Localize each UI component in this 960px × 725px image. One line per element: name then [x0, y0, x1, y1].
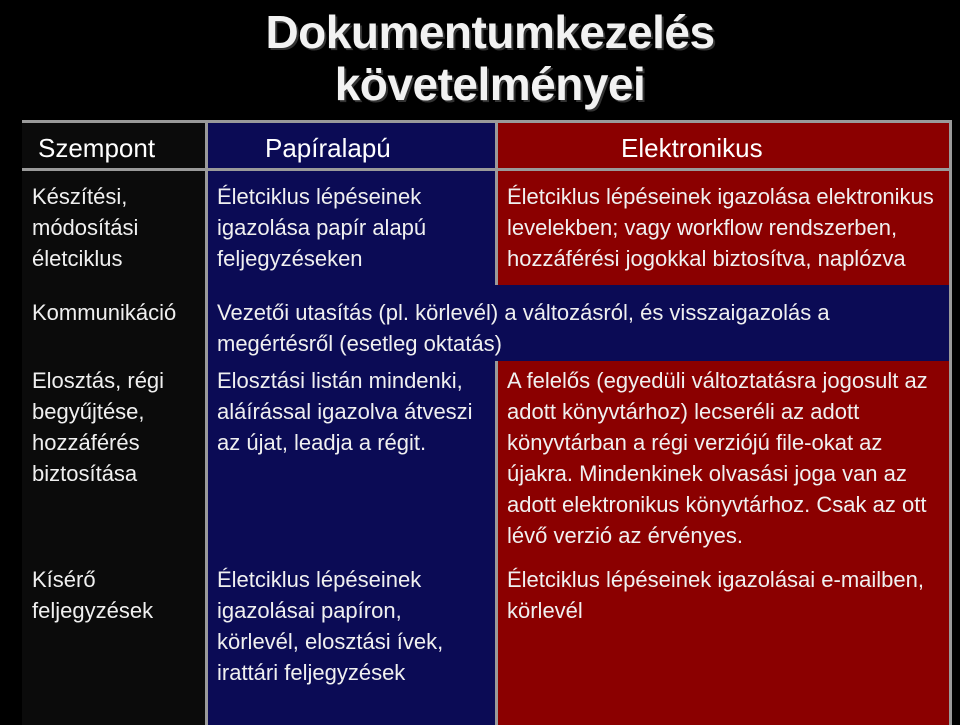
header-aspect: Szempont: [22, 123, 207, 169]
row4-paper: Életciklus lépéseinek igazolásai papíron, körlevél, elosztási ívek, irattári feljegyzések: [207, 556, 497, 725]
header-electronic: Elektronikus: [497, 123, 952, 169]
row3-aspect: Elosztás, régi begyűjtése, hozzáférés biztosítása: [22, 361, 207, 556]
row4-electronic: Életciklus lépéseinek igazolásai e-mailben, körlevél: [497, 556, 952, 725]
row1-paper: Életciklus lépéseinek igazolása papír alapú feljegyzéseken: [207, 169, 497, 285]
requirements-table: [22, 120, 952, 725]
slide-title-line1: Dokumentumkezelés: [265, 6, 715, 58]
row1-aspect: Készítési, módosítási életciklus: [22, 169, 207, 285]
row2-merged: Vezetői utasítás (pl. körlevél) a változásról, és visszaigazolás a megértésről (esetleg oktatás): [207, 285, 952, 361]
slide-title: [200, 6, 780, 110]
row4-aspect: Kísérő feljegyzések: [22, 556, 207, 725]
grid-line: [495, 123, 498, 285]
grid-line: [949, 123, 952, 725]
grid-line: [495, 361, 498, 725]
row3-paper: Elosztási listán mindenki, aláírással igazolva átveszi az újat, leadja a régit.: [207, 361, 497, 556]
row3-electronic: A felelős (egyedüli változtatásra jogosult az adott könyvtárhoz) lecseréli az adott könyvtárban a régi verziójú file-okat az újakra. Mindenkinek olvasási joga van az adott elektronikus könyvtárhoz. Csak az ott lévő verzió az érvényes.: [497, 361, 952, 556]
slide-title-line2: követelményei: [334, 58, 646, 110]
grid-line: [205, 123, 208, 725]
row2-aspect: Kommunikáció: [22, 285, 207, 361]
header-paper: Papíralapú: [207, 123, 497, 169]
row1-electronic: Életciklus lépéseinek igazolása elektronikus levelekben; vagy workflow rendszerben, hozzáférési jogokkal biztosítva, naplózva: [497, 169, 952, 285]
grid-line: [22, 168, 952, 171]
